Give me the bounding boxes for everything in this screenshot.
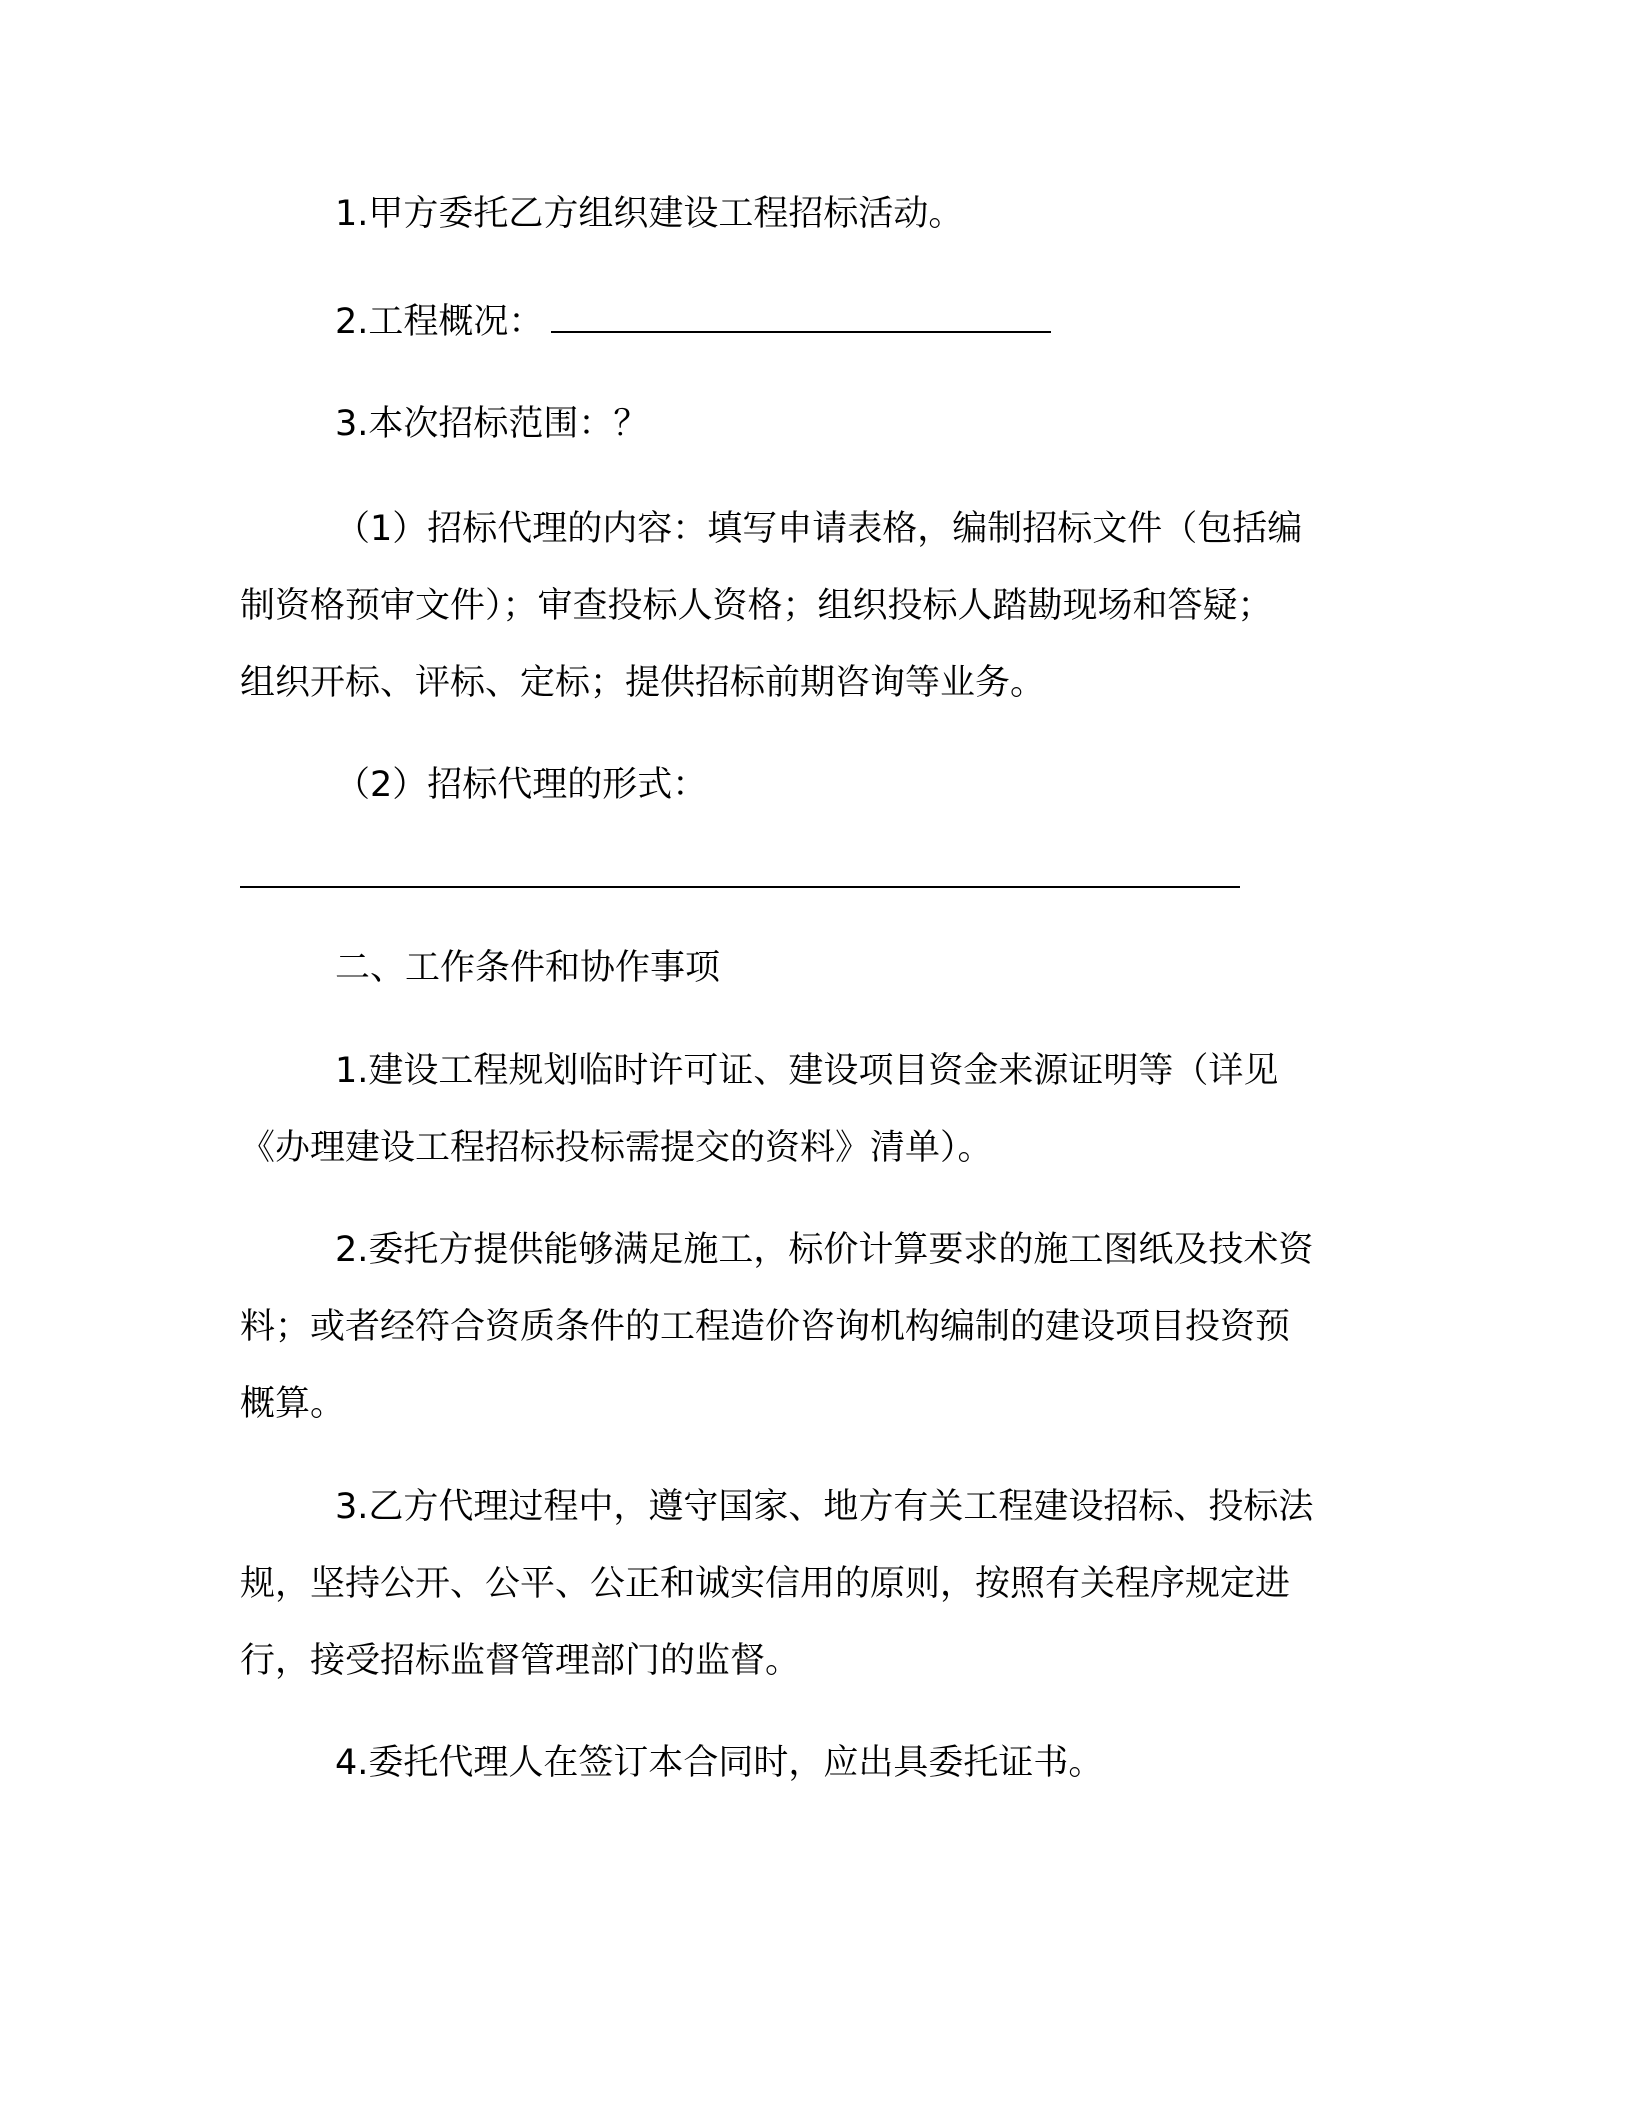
item-1-text: 1.甲方委托乙方组织建设工程招标活动。 [335,194,964,234]
condition-2-line-1: 2.委托方提供能够满足施工，标价计算要求的施工图纸及技术资 [335,1230,1314,1270]
item-2 [240,284,1380,361]
condition-2 [240,1212,1380,1443]
sub-item-1 [240,491,1380,722]
sub-item-2 [240,747,1380,824]
condition-4 [240,1725,1380,1802]
condition-1-line-2: 《办理建设工程招标投标需提交的资料》清单）。 [240,1128,993,1168]
sub-item-1-line-3: 组织开标、评标、定标；提供招标前期咨询等业务。 [240,663,1046,703]
condition-2-line-2: 料；或者经符合资质条件的工程造价咨询机构编制的建设项目投资预 [240,1307,1291,1347]
condition-2-line-3: 概算。 [240,1384,346,1424]
item-2-line [240,284,1380,361]
agency-form-blank [240,886,1240,888]
condition-4-text: 4.委托代理人在签订本合同时，应出具委托证书。 [335,1743,1104,1783]
project-overview-blank [551,293,1051,333]
sub-item-2-label: （2）招标代理的形式： [335,765,708,805]
condition-1-line-1: 1.建设工程规划临时许可证、建设项目资金来源证明等（详见 [335,1051,1279,1091]
sub-item-1-line-1: （1）招标代理的内容：填写申请表格，编制招标文件（包括编 [335,509,1303,549]
condition-3-line-3: 行，接受招标监督管理部门的监督。 [240,1641,801,1681]
condition-1 [240,1033,1380,1187]
item-3-text: 3.本次招标范围：？ [335,404,649,444]
item-3 [240,386,1380,463]
condition-3 [240,1469,1380,1700]
sub-item-1-line-2: 制资格预审文件）；审查投标人资格；组织投标人踏勘现场和答疑； [240,586,1273,626]
section-2-heading [240,930,1380,1007]
section-2-heading-text: 二、工作条件和协作事项 [335,948,721,988]
condition-3-line-2: 规，坚持公开、公平、公正和诚实信用的原则，按照有关程序规定进 [240,1564,1291,1604]
item-2-label: 2.工程概况： [335,302,544,342]
item-1 [240,176,1380,253]
condition-3-line-1: 3.乙方代理过程中，遵守国家、地方有关工程建设招标、投标法 [335,1487,1314,1527]
